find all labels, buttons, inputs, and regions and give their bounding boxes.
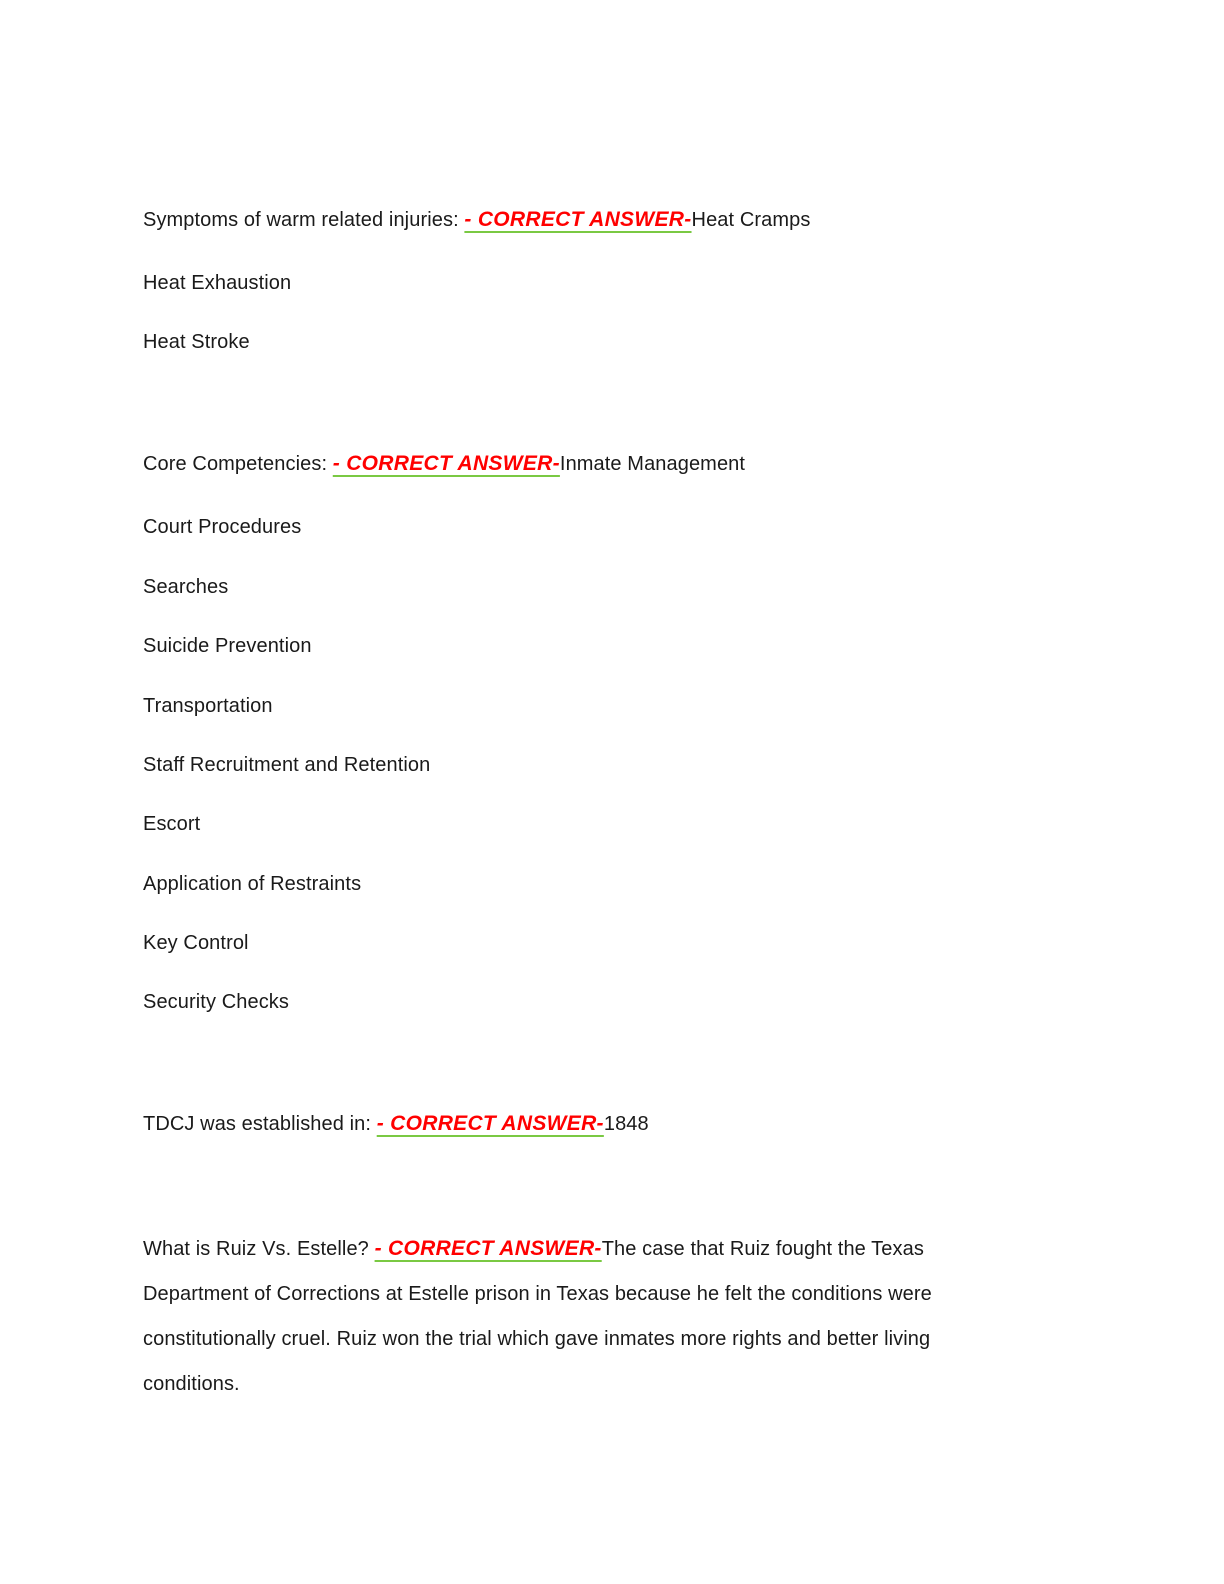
question-text: TDCJ was established in: — [143, 1113, 377, 1135]
question-core-competencies — [143, 452, 745, 476]
correct-answer-marker: - CORRECT ANSWER- — [376, 1112, 604, 1135]
answer-text: 1848 — [603, 1113, 649, 1135]
answer-line: Security Checks — [143, 991, 289, 1013]
correct-answer-marker: - CORRECT ANSWER- — [464, 208, 692, 231]
answer-line: Escort — [143, 813, 201, 835]
answer-text: The case that Ruiz fought the Texas Department of Corrections at Estelle prison in Texas because he felt the conditions were constitutionally cruel. Ruiz won the trial which gave inmates more rights and better living conditions. — [143, 1238, 932, 1395]
question-tdcj-established — [143, 1112, 649, 1136]
answer-text: Inmate Management — [559, 453, 746, 475]
answer-line: Staff Recruitment and Retention — [143, 754, 431, 776]
question-text: Core Competencies: — [143, 453, 333, 475]
answer-line: Searches — [143, 576, 229, 598]
answer-line: Key Control — [143, 932, 249, 954]
question-ruiz-vs-estelle — [143, 1226, 1023, 1407]
answer-line: Court Procedures — [143, 516, 302, 538]
answer-line: Application of Restraints — [143, 873, 362, 895]
answer-line: Heat Exhaustion — [143, 272, 292, 294]
answer-line: Transportation — [143, 695, 273, 717]
answer-line: Suicide Prevention — [143, 635, 312, 657]
question-text: Symptoms of warm related injuries: — [143, 209, 465, 231]
correct-answer-marker: - CORRECT ANSWER- — [374, 1237, 602, 1260]
question-warm-injuries — [143, 208, 810, 232]
question-text: What is Ruiz Vs. Estelle? — [143, 1238, 375, 1260]
answer-text: Heat Cramps — [691, 209, 811, 231]
answer-line: Heat Stroke — [143, 331, 250, 353]
correct-answer-marker: - CORRECT ANSWER- — [332, 452, 560, 475]
